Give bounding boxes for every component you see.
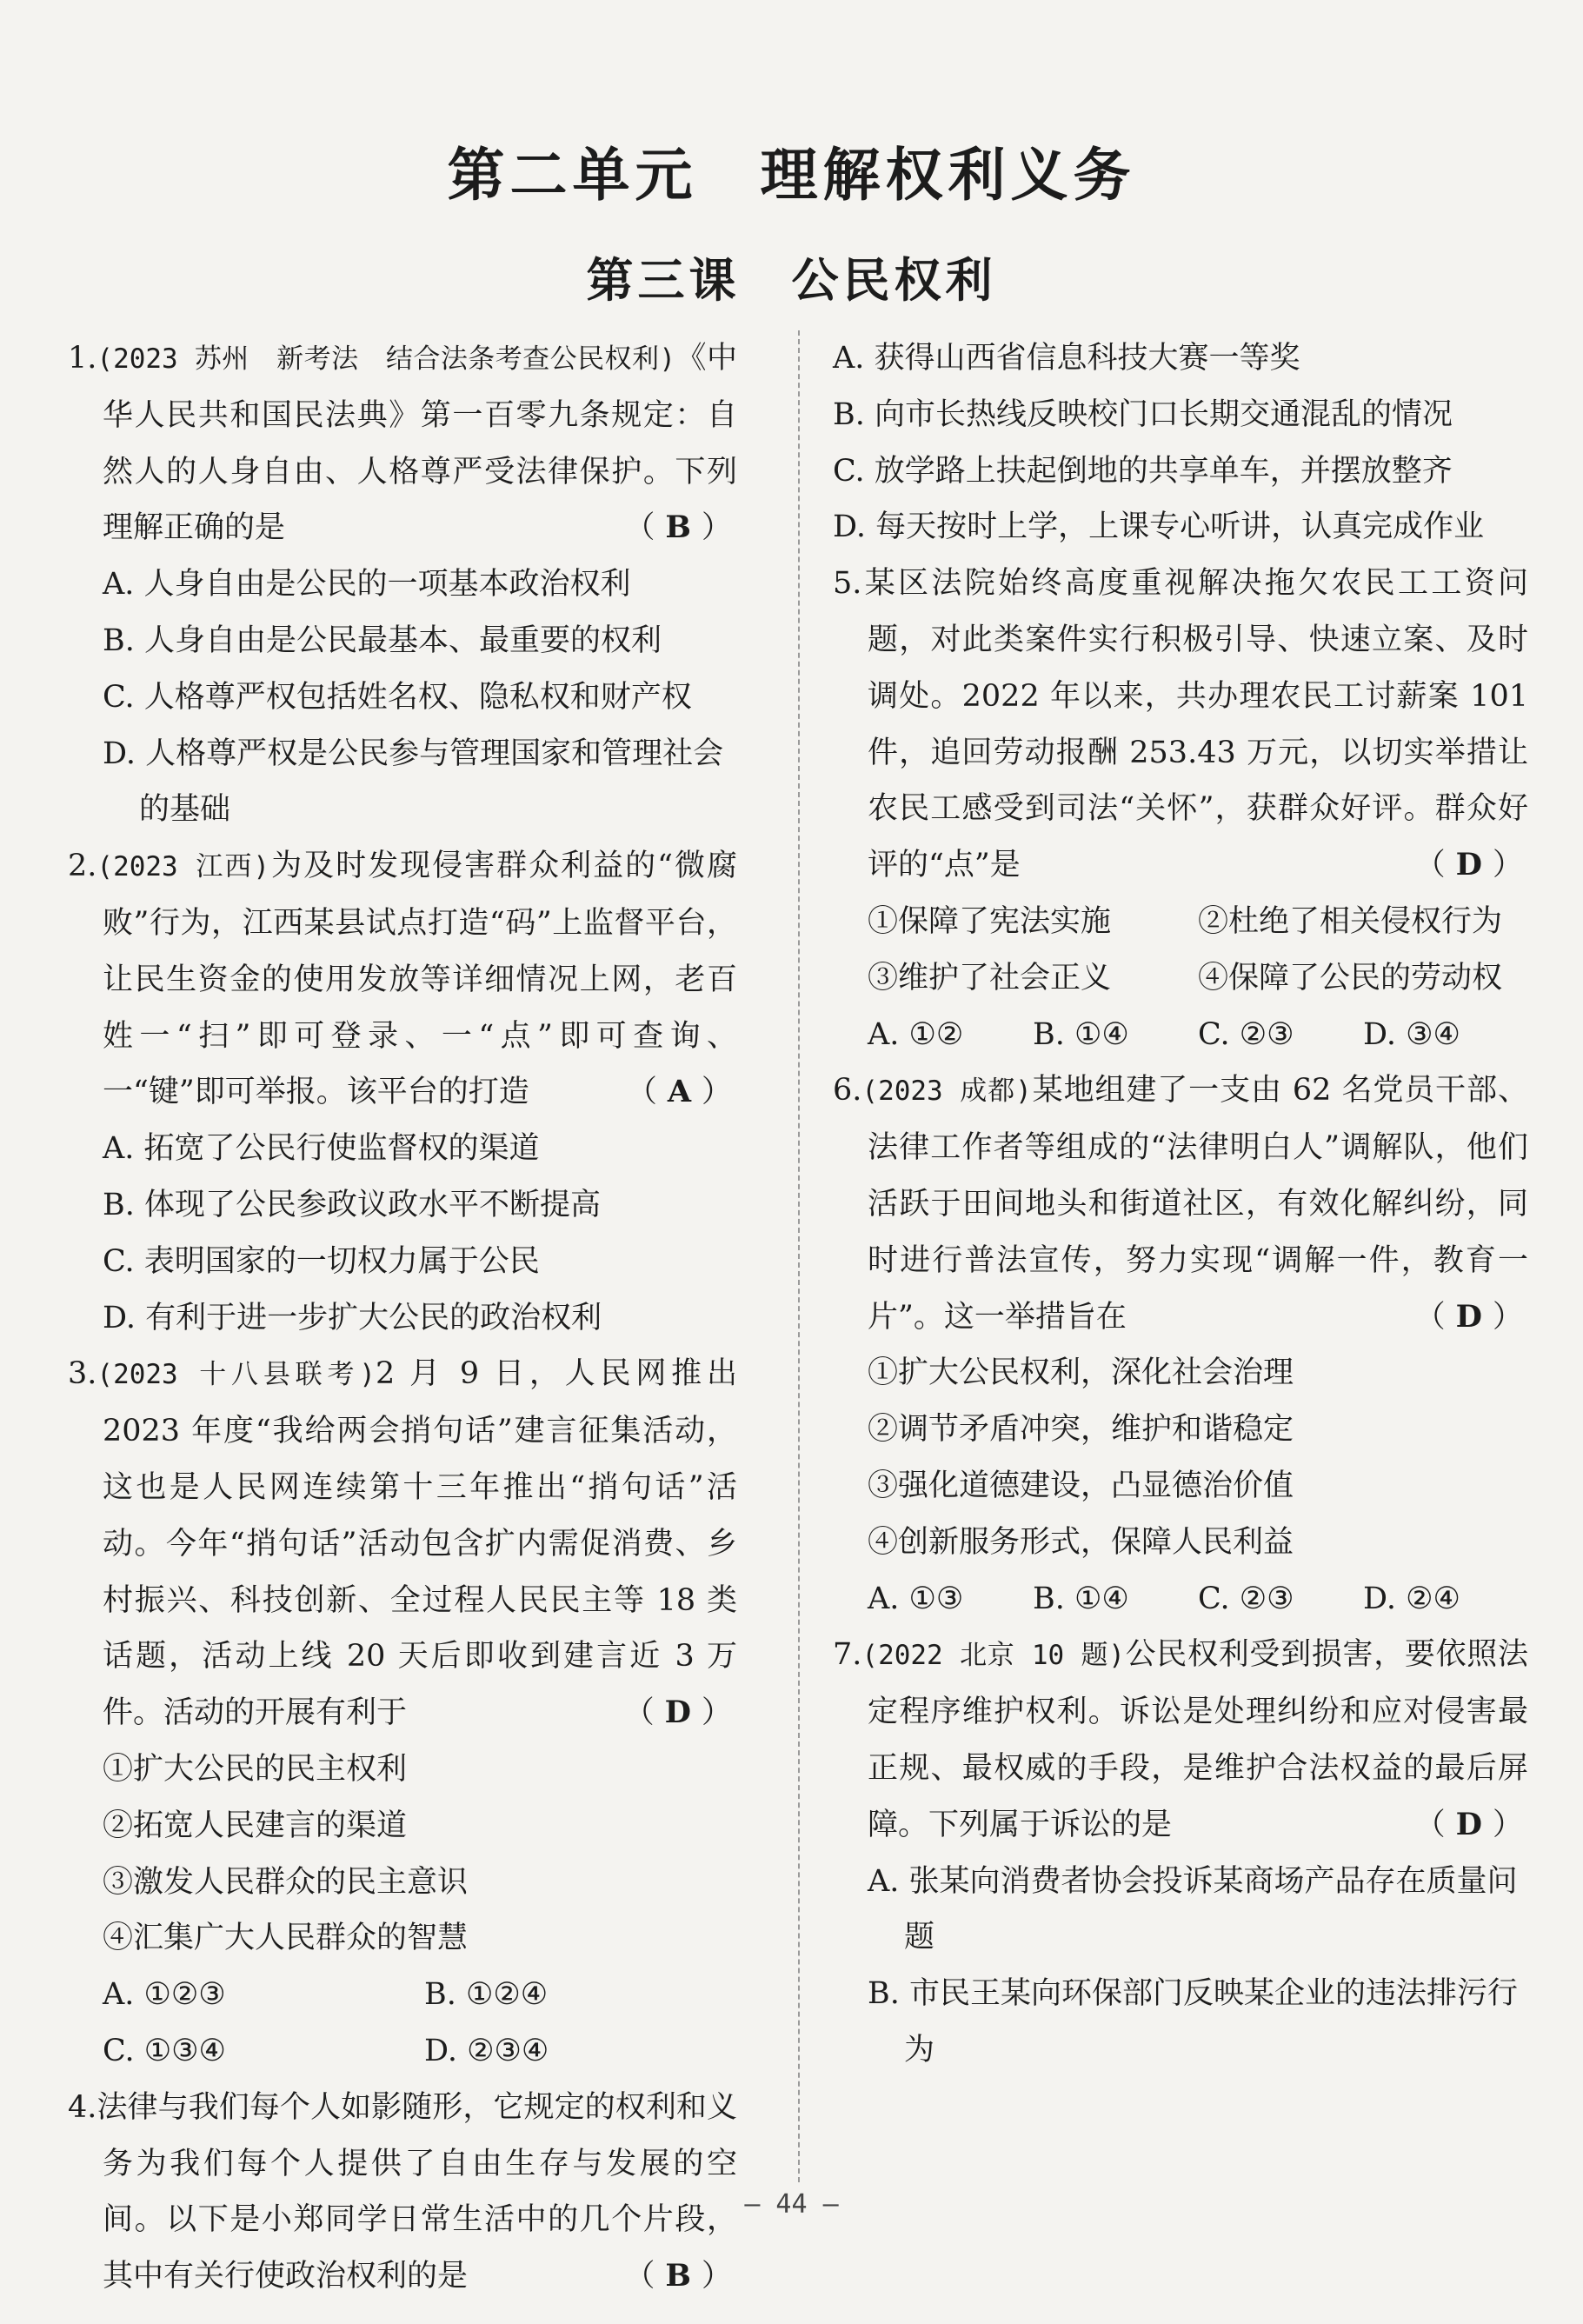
- statement-item: ②拓宽人民建言的渠道: [103, 1808, 408, 1843]
- question-stem: [833, 1062, 1528, 1345]
- answer-letter: A: [667, 1074, 696, 1110]
- choice: C. ②③: [1198, 1016, 1294, 1052]
- question-text: 为及时发现侵害群众利益的“微腐败”行为，江西某县试点打造“码”上监督平台，让民生资金的使用发放等详细情况上网，老百姓一“扫”即可登录、一“点”即可查询、一“键”即可举报。该平台的打造: [103, 849, 737, 1110]
- choice-row: [833, 1571, 1528, 1628]
- choice: B. ①④: [1033, 1581, 1129, 1616]
- question-3: [68, 1346, 737, 2079]
- answer-bracket: （ D ）: [1414, 847, 1528, 883]
- question-number: 3.: [68, 1356, 97, 1392]
- question-number: 7.: [833, 1637, 862, 1673]
- left-column: [68, 330, 737, 2305]
- answer-letter: B: [665, 509, 696, 546]
- choice: B. ①④: [1033, 1016, 1129, 1052]
- question-source: (2023 十八县联考): [96, 1359, 376, 1391]
- question-number: 1.: [68, 341, 97, 376]
- question-stem: [68, 1346, 737, 1741]
- choice: A. ①②③: [103, 1977, 226, 2013]
- question-number: 4.: [68, 2089, 97, 2125]
- statement-item: ②杜绝了相关侵权行为: [1198, 903, 1503, 939]
- statement-row: [833, 894, 1528, 950]
- option: A. 拓宽了公民行使监督权的渠道: [103, 1131, 540, 1167]
- question-1: [68, 330, 737, 838]
- choice: D. ②④: [1363, 1581, 1460, 1616]
- choice: B. ①②④: [424, 1977, 549, 2013]
- column-divider: [798, 330, 800, 2182]
- lesson-title: 第三课 公民权利: [586, 253, 997, 308]
- right-column: [833, 330, 1528, 2079]
- answer-letter: D: [1455, 1806, 1487, 1842]
- statement-item: ①扩大公民的民主权利: [103, 1751, 408, 1787]
- statement-item: ③维护了社会正义: [868, 960, 1112, 996]
- question-number: 6.: [833, 1073, 862, 1109]
- answer-bracket: （ B ）: [624, 509, 737, 546]
- question-text: 某区法院始终高度重视解决拖欠农民工工资问题，对此类案件实行积极引导、快速立案、及时调处。2022 年以来，共办理农民工讨薪案 101 件，追回劳动报酬 253.43 万元，以切实举措让农民工感受到司法“关怀”，获群众好评。群众好评的“点”是: [861, 566, 1528, 883]
- question-number: 5.: [833, 566, 862, 602]
- answer-bracket: （ D ）: [1414, 1806, 1528, 1842]
- choice: C. ②③: [1198, 1581, 1294, 1616]
- choice-row: [833, 1007, 1528, 1063]
- option: A. 人身自由是公民的一项基本政治权利: [103, 567, 631, 603]
- option: D. 有利于进一步扩大公民的政治权利: [103, 1300, 602, 1335]
- choice: D. ③④: [1363, 1016, 1460, 1052]
- statement-item: ④保障了公民的劳动权: [1198, 960, 1503, 996]
- statement-item: ②调节矛盾冲突，维护和谐稳定: [868, 1412, 1294, 1448]
- answer-letter: D: [664, 1695, 696, 1731]
- choice-row: [68, 2023, 737, 2080]
- answer-bracket: （ D ）: [1414, 1298, 1528, 1335]
- question-source: (2023 江西): [96, 851, 270, 883]
- choice: A. ①②: [868, 1016, 964, 1052]
- question-number: 2.: [68, 849, 97, 884]
- unit-title: 第二单元 理解权利义务: [447, 142, 1136, 209]
- answer-bracket: （ B ）: [624, 2258, 737, 2294]
- question-text: 法律与我们每个人如影随形，它规定的权利和义务为我们每个人提供了自由生存与发展的空间。以下是小郑同学日常生活中的几个片段，其中有关行使政治权利的是: [96, 2089, 737, 2294]
- question-text: 2 月 9 日，人民网推出 2023 年度“我给两会捎句话”建言征集活动，这也是人民网连续第十三年推出“捎句话”活动。今年“捎句话”活动包含扩内需促消费、乡村振兴、科技创新、全过程人民民主等 18 类话题，活动上线 20 天后即收到建言近 3 万件。活动的开展有利于: [103, 1356, 737, 1731]
- statement-item: ③激发人民群众的民主意识: [103, 1864, 469, 1900]
- question-stem: [68, 838, 737, 1121]
- option: B. 人身自由是公民最基本、最重要的权利: [103, 623, 662, 658]
- statement-item: ①扩大公民权利，深化社会治理: [868, 1355, 1294, 1391]
- question-source: (2023 苏州 新考法 结合法条考查公民权利): [96, 343, 676, 375]
- page-number: — 44 —: [744, 2189, 839, 2220]
- question-text: 《中华人民共和国民法典》第一百零九条规定：自然人的人身自由、人格尊严受法律保护。下列理解正确的是: [103, 341, 737, 546]
- statement-row: [833, 950, 1528, 1007]
- question-text: 公民权利受到损害，要依照法定程序维护权利。诉讼是处理纠纷和应对侵害最正规、最权威的手段，是维护合法权益的最后屏障。下列属于诉讼的是: [868, 1637, 1528, 1842]
- choice: C. ①③④: [103, 2033, 226, 2068]
- question-stem: [833, 1627, 1528, 1853]
- option: D. 每天按时上学，上课专心听讲，认真完成作业: [833, 509, 1485, 545]
- choice: A. ①③: [868, 1581, 964, 1616]
- choice-row: [68, 1967, 737, 2023]
- option: A. 获得山西省信息科技大赛一等奖: [833, 341, 1300, 376]
- statement-item: ④创新服务形式，保障人民利益: [868, 1524, 1294, 1560]
- answer-letter: B: [665, 2258, 696, 2294]
- answer-letter: D: [1455, 847, 1487, 883]
- question-5: [833, 556, 1528, 1062]
- answer-bracket: （ A ）: [626, 1074, 737, 1110]
- option: B. 向市长热线反映校门口长期交通混乱的情况: [833, 396, 1453, 432]
- question-source: (2023 成都): [861, 1075, 1032, 1108]
- question-source: (2022 北京 10 题): [861, 1640, 1125, 1672]
- question-6: [833, 1062, 1528, 1627]
- option: A. 张某向消费者协会投诉某商场产品存在质量问题: [868, 1863, 1518, 1955]
- question-stem: [68, 330, 737, 556]
- option: C. 表明国家的一切权力属于公民: [103, 1243, 540, 1279]
- option: C. 人格尊严权包括姓名权、隐私权和财产权: [103, 679, 692, 715]
- answer-letter: D: [1455, 1298, 1487, 1335]
- statement-item: ①保障了宪法实施: [868, 903, 1112, 939]
- choice: D. ②③④: [424, 2033, 549, 2068]
- question-4-options: [833, 330, 1528, 556]
- option: B. 市民王某向环保部门反映某企业的违法排污行为: [868, 1976, 1518, 2068]
- question-7: [833, 1627, 1528, 2078]
- answer-bracket: （ D ）: [623, 1695, 737, 1731]
- option: D. 人格尊严权是公民参与管理国家和管理社会的基础: [103, 736, 724, 828]
- option: B. 体现了公民参政议政水平不断提高: [103, 1187, 601, 1222]
- question-text: 某地组建了一支由 62 名党员干部、法律工作者等组成的“法律明白人”调解队，他们活跃于田间地头和街道社区，有效化解纠纷，同时进行普法宣传，努力实现“调解一件，教育一片”。这一举措旨在: [868, 1073, 1528, 1335]
- statement-item: ③强化道德建设，凸显德治价值: [868, 1468, 1294, 1503]
- statement-item: ④汇集广大人民群众的智慧: [103, 1921, 469, 1956]
- option: C. 放学路上扶起倒地的共享单车，并摆放整齐: [833, 453, 1453, 489]
- question-stem: [833, 556, 1528, 894]
- question-2: [68, 838, 737, 1346]
